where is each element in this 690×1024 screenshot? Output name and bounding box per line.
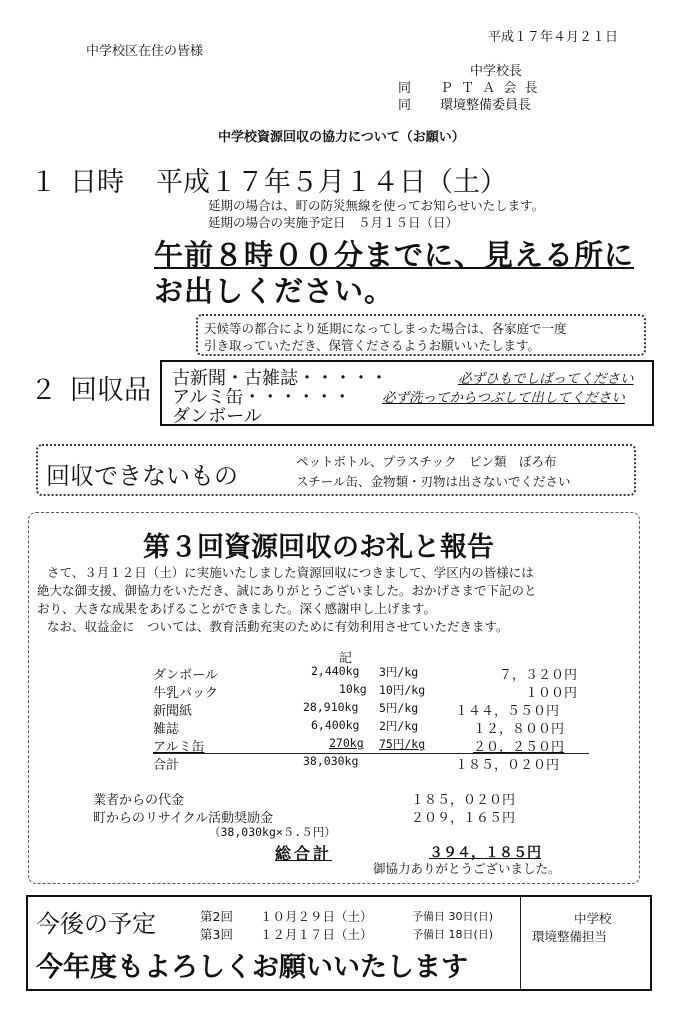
- grand-total-label: 総合計: [275, 844, 333, 863]
- time-instruction: 午前８時００分までに、見える所に: [154, 238, 635, 272]
- plan-backup-date: 予備日 30日(日): [412, 910, 494, 923]
- item-rate: 75円/kg: [379, 737, 426, 751]
- notice-title: 中学校資源回収の協力について（お願い）: [218, 130, 465, 145]
- not-collected-list: ペットボトル、プラスチック ビン類 ぼろ布: [296, 454, 557, 469]
- not-collected-label: 回収できないもの: [46, 462, 238, 490]
- total-amount: １８５，０２０円: [455, 758, 560, 773]
- item-amount: ７，３２０円: [499, 668, 578, 683]
- addressee: 中学校区在住の皆様: [86, 44, 204, 59]
- sender-env-committee: 環境整備委員長: [440, 98, 532, 113]
- storage-note: 天候等の都合により延期になってしまった場合は、各家庭で一度: [204, 321, 567, 336]
- item-rate: 5円/kg: [379, 701, 419, 715]
- postpone-note: 延期の場合は、町の防災無線を使ってお知らせいたします。: [208, 198, 545, 213]
- item-amount: １００円: [525, 686, 578, 701]
- item-name: 牛乳パック: [153, 686, 219, 701]
- vendor-label: 業者からの代金: [93, 793, 185, 808]
- report-paragraph: さて、３月１２日（土）に実施いたしました資源回収につきまして、学区内の皆様には: [47, 565, 534, 580]
- plan-label: 今後の予定: [36, 910, 156, 938]
- collection-date: 平成１７年５月１４日（土）: [156, 167, 507, 198]
- time-instruction-cont: お出しください。: [154, 274, 395, 308]
- item-paper-note: 必ずひもでしばってください: [458, 371, 634, 387]
- plan-round: 第2回: [200, 909, 233, 924]
- item-weight: 2,440kg: [311, 664, 360, 678]
- report-paragraph: 絶大な御支援、御協力をいただき、誠にありがとうございました。おかげさまで下記のと: [37, 583, 537, 598]
- section-number: １: [30, 167, 57, 198]
- report-title: 第３回資源回収のお礼と報告: [143, 532, 494, 563]
- item-rate: 3円/kg: [379, 665, 419, 679]
- not-collected-list-cont: スチール缶、金物類・刃物は出さないでください: [296, 474, 571, 489]
- not-collected-box: [36, 444, 636, 496]
- subsidy-label: 町からのリサイクル活動奨励金: [93, 811, 274, 826]
- item-paper: 古新聞・古雑誌・・・・・: [172, 368, 388, 389]
- vendor-amount: １８５，０２０円: [411, 793, 516, 808]
- issue-date: 平成１７年４月２１日: [488, 30, 619, 45]
- contact-divider: [520, 895, 521, 989]
- postpone-date-note: 延期の場合の実施予定日 ５月１５日（日）: [208, 215, 459, 230]
- sender-pta-president: Ｐ Ｔ Ａ 会 長: [440, 81, 540, 96]
- storage-note-cont: 引き取っていただき、保管くださるようお願いいたします。: [204, 338, 541, 353]
- item-amount: ２０，２５０円: [473, 740, 565, 755]
- subsidy-amount: ２０９，１６５円: [411, 811, 516, 826]
- plan-backup-date: 予備日 18日(日): [412, 928, 494, 941]
- item-cardboard: ダンボール: [172, 406, 262, 427]
- report-box: [28, 512, 640, 884]
- item-cans: アルミ缶・・・・・・: [172, 387, 352, 408]
- section-number: ２: [30, 375, 57, 406]
- plan-date: １０月２９日（土）: [260, 909, 373, 924]
- item-weight: 28,910kg: [303, 700, 359, 714]
- item-amount: １４４，５５０円: [455, 704, 560, 719]
- contact-school: 中学校: [574, 911, 612, 926]
- sender-principal: 中学校長: [470, 64, 523, 79]
- item-weight: 10kg: [339, 682, 367, 696]
- section-label: 回収品: [70, 375, 151, 406]
- report-paragraph: なお、収益金に ついては、教育活動充実のために有効利用させていただきます。: [47, 619, 509, 634]
- plan-date: １２月１７日（土）: [260, 927, 373, 942]
- sender-prefix: 同: [398, 98, 412, 113]
- grand-total-amount: ３９４，１８５円: [429, 845, 541, 861]
- item-name: アルミ缶: [153, 740, 205, 755]
- sender-prefix: 同: [398, 81, 412, 96]
- item-name: 雑誌: [153, 722, 180, 737]
- item-weight: 270kg: [329, 736, 364, 750]
- item-cans-note: 必ず洗ってからつぶして出してください: [382, 390, 625, 406]
- item-rate: 2円/kg: [379, 719, 419, 733]
- contact-office: 環境整備担当: [532, 929, 608, 944]
- item-rate: 10円/kg: [379, 683, 426, 697]
- closing-message: 今年度もよろしくお願いいたします: [36, 952, 468, 983]
- plan-round: 第3回: [200, 927, 233, 942]
- subsidy-calc: （38,030kg×５.５円）: [209, 825, 336, 839]
- ki-marker: 記: [339, 651, 353, 666]
- schedule-box: [26, 895, 652, 991]
- section-label: 日時: [70, 167, 124, 198]
- item-name: 新聞紙: [153, 704, 193, 719]
- item-name: ダンボール: [153, 668, 218, 683]
- item-amount: １２，８００円: [473, 722, 565, 737]
- item-weight: 6,400kg: [311, 718, 360, 732]
- total-label: 合計: [153, 758, 180, 773]
- recyclables-box: [160, 360, 654, 426]
- total-weight: 38,030kg: [303, 754, 359, 768]
- report-paragraph: おり、大きな成果をあげることができました。深く感謝申し上げます。: [37, 601, 437, 616]
- postpone-storage-box: [196, 314, 646, 356]
- thanks-message: 御協力ありがとうございました。: [373, 861, 561, 876]
